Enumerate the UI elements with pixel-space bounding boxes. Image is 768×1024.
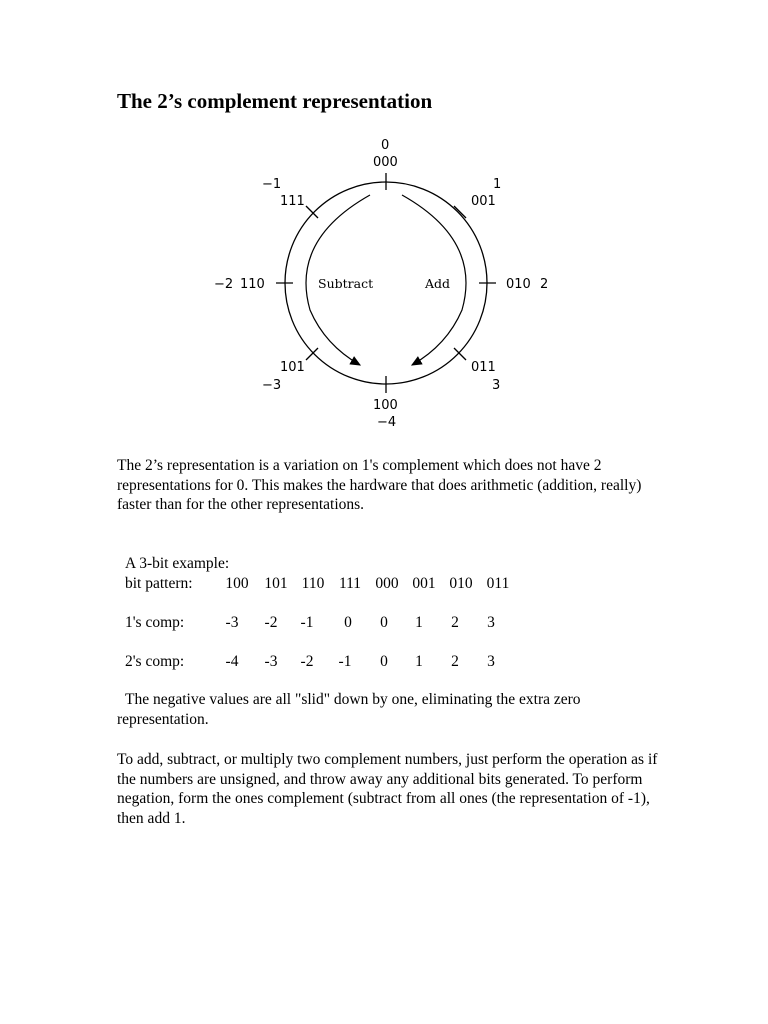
- cell: 100: [225, 574, 249, 592]
- value-label-011: 3: [492, 378, 501, 393]
- cell: 2: [451, 652, 459, 670]
- cell: 2: [451, 613, 459, 631]
- paragraph-slid-down-text: The negative values are all "slid" down by one, eliminating the extra zero representation.: [117, 691, 581, 728]
- value-label-010: 2: [540, 277, 549, 292]
- cell: -3: [225, 613, 239, 631]
- bits-label-100: 100: [373, 398, 398, 413]
- paragraph-operations: To add, subtract, or multiply two complement numbers, just perform the operation as if the numbers are unsigned, and throw away any additional bits generated. To perform negation, form the ones complement (subtract from all ones (the representation of -1), then add 1.: [117, 751, 658, 827]
- row-label: bit pattern:: [125, 574, 193, 592]
- cell: -3: [264, 652, 278, 670]
- cell: -4: [225, 652, 239, 670]
- cell: 101: [264, 574, 288, 592]
- cell: 1: [415, 652, 423, 670]
- tick-101: [306, 348, 318, 360]
- example-heading: A 3-bit example:: [125, 555, 230, 572]
- cell: 011: [486, 574, 510, 592]
- cell: 0: [380, 652, 388, 670]
- paragraph-intro: The 2’s representation is a variation on 1's complement which does not have 2 representations for 0. This makes the hardware that does arithmetic (addition, really) faster than for the other representations.: [117, 457, 642, 513]
- value-label-111: −1: [262, 177, 282, 192]
- value-label-000: 0: [381, 138, 390, 153]
- value-label-001: 1: [493, 177, 502, 192]
- cell: 0: [380, 613, 388, 631]
- bits-label-010: 010: [506, 277, 531, 292]
- cell: -1: [338, 652, 352, 670]
- complement-wheel-diagram: [200, 130, 570, 440]
- value-label-110: −2: [214, 277, 234, 292]
- row-label: 1's comp:: [125, 613, 185, 631]
- cell: 3: [487, 652, 495, 670]
- paragraph-slid-down: [117, 690, 657, 729]
- bits-label-101: 101: [280, 360, 305, 375]
- cell: 0: [344, 613, 352, 631]
- cell: 000: [375, 574, 399, 592]
- page-title: The 2’s complement representation: [117, 89, 433, 113]
- value-label-101: −3: [262, 378, 282, 393]
- cell: 010: [449, 574, 473, 592]
- tick-011: [454, 348, 466, 360]
- bits-label-011: 011: [471, 360, 496, 375]
- wheel-circle: [285, 182, 487, 384]
- cell: 1: [415, 613, 423, 631]
- tick-001: [454, 206, 466, 218]
- cell: -2: [300, 652, 314, 670]
- bits-label-000: 000: [373, 155, 398, 170]
- wheel-ticks: [276, 173, 496, 393]
- cell: -2: [264, 613, 278, 631]
- bits-label-111: 111: [280, 194, 305, 209]
- subtract-label: Subtract: [318, 276, 374, 291]
- bits-label-001: 001: [471, 194, 496, 209]
- cell: 111: [338, 574, 362, 592]
- cell: -1: [300, 613, 314, 631]
- tick-111: [306, 206, 318, 218]
- cell: 001: [412, 574, 436, 592]
- value-label-100: −4: [377, 415, 397, 430]
- row-label: 2's comp:: [125, 652, 185, 670]
- bits-label-110: 110: [240, 277, 265, 292]
- add-label: Add: [425, 276, 451, 291]
- cell: 110: [301, 574, 325, 592]
- cell: 3: [487, 613, 495, 631]
